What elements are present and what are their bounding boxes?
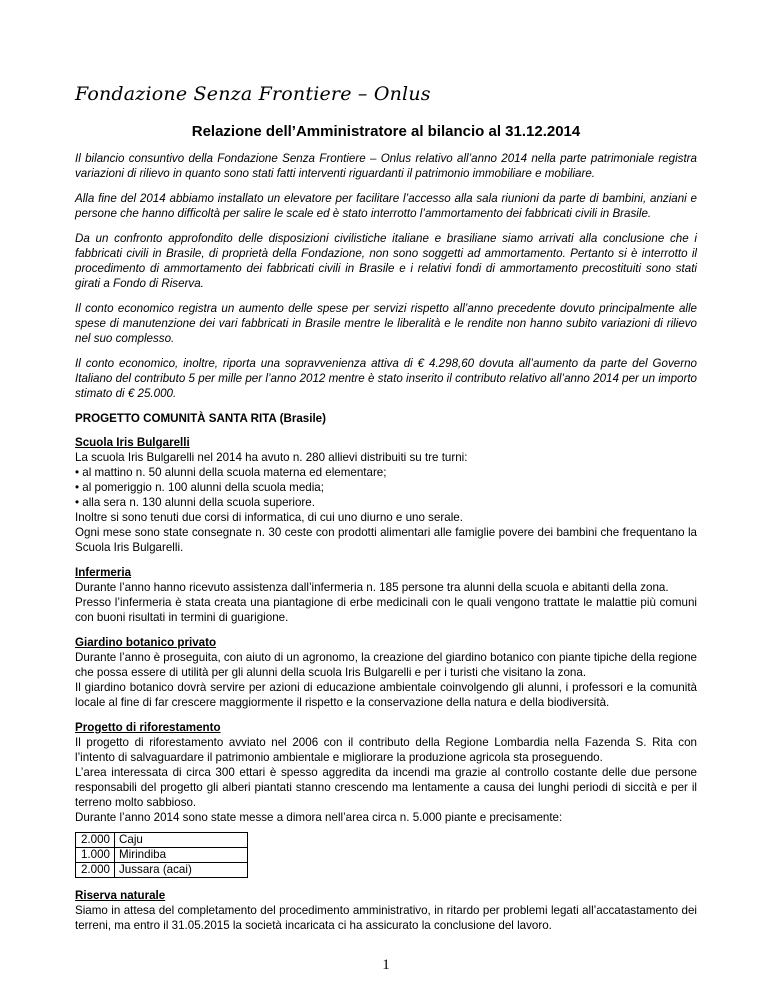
plant-name: Caju (115, 833, 248, 848)
reforestation-heading: Progetto di riforestamento (75, 721, 221, 734)
infirmary-heading: Infermeria (75, 566, 132, 579)
table-row (76, 863, 248, 878)
project-title: PROGETTO COMUNITÀ SANTA RITA (Brasile) (75, 412, 326, 425)
organization-name: Fondazione Senza Frontiere – Onlus (75, 83, 431, 105)
plant-quantity: 2.000 (76, 863, 115, 878)
reserve-section (75, 888, 697, 933)
intro-paragraph-4: Il conto economico registra un aumento delle spese per servizi rispetto all’anno precedente dovuto principalmente alle spese di manutenzione dei vari fabbricati in Brasile mentre le liberalità e le rendite non hanno subito variazioni di rilievo nel suo complesso. (75, 302, 697, 345)
plants-table (75, 832, 248, 878)
garden-paragraph-2: Il giardino botanico dovrà servire per azioni di educazione ambientale coinvolgendo gli alunni, i professori e la comunità locale al fine di far crescere maggiormente il rispetto e la conservazione della natura e della biodiversità. (75, 681, 697, 709)
intro-paragraph-2: Alla fine del 2014 abbiamo installato un elevatore per facilitare l’accesso alla sala riunioni da parte di bambini, anziani e persone che hanno difficoltà per salire le scale ed è stato interrotto l’ammortamento dei fabbricati civili in Brasile. (75, 192, 697, 220)
intro-paragraph-1: Il bilancio consuntivo della Fondazione Senza Frontiere – Onlus relativo all’anno 2014 nella parte patrimoniale registra variazioni di rilievo in quanto sono stati fatti interventi riguardanti il patrimonio immobiliare e mobiliare. (75, 152, 697, 180)
school-line: • al mattino n. 50 alunni della scuola materna ed elementare; (75, 466, 387, 479)
document-body (75, 151, 697, 943)
garden-heading: Giardino botanico privato (75, 636, 217, 649)
reforestation-paragraph-3: Durante l’anno 2014 sono state messe a dimora nell’area circa n. 5.000 piante e precisamente: (75, 811, 563, 824)
school-closing: Ogni mese sono state consegnate n. 30 ceste con prodotti alimentari alle famiglie povere dei bambini che frequentano la Scuola Iris Bulgarelli. (75, 526, 697, 554)
reforestation-section (75, 720, 697, 878)
plant-quantity: 1.000 (76, 848, 115, 863)
school-heading: Scuola Iris Bulgarelli (75, 436, 190, 449)
school-section (75, 435, 697, 555)
table-row (76, 833, 248, 848)
reforestation-paragraph-2: L’area interessata di circa 300 ettari è spesso aggredita da incendi ma grazie al controllo costante delle due persone responsabili del progetto gli alberi piantati stanno crescendo ma lentamente a causa dei lunghi periodi di siccità e per il terreno molto sabbioso. (75, 766, 697, 809)
garden-paragraph-1: Durante l’anno è proseguita, con aiuto di un agronomo, la creazione del giardino botanico con piante tipiche della regione che possa essere di utilità per gli alunni della scuola Iris Bulgarelli e per i turisti che visitano la zona. (75, 651, 697, 679)
intro-paragraph-3: Da un confronto approfondito delle disposizioni civilistiche italiane e brasiliane siamo arrivati alla conclusione che i fabbricati civili in Brasile, di proprietà della Fondazione, non sono soggetti ad ammortamento. Pertanto si è interrotto il procedimento di ammortamento dei fabbricati civili in Brasile e i relativi fondi di ammortamento precostituiti sono stati girati a Fondo di Riserva. (75, 232, 697, 290)
plant-quantity: 2.000 (76, 833, 115, 848)
infirmary-section (75, 565, 697, 625)
reserve-heading: Riserva naturale (75, 889, 166, 902)
infirmary-paragraph-1: Durante l’anno hanno ricevuto assistenza dall’infermeria n. 185 persone tra alunni della scuola e abitanti della zona. (75, 581, 669, 594)
plant-name: Jussara (acai) (115, 863, 248, 878)
school-line: Inoltre si sono tenuti due corsi di informatica, di cui uno diurno e uno serale. (75, 511, 463, 524)
intro-paragraph-5: Il conto economico, inoltre, riporta una sopravvenienza attiva di € 4.298,60 dovuta all’aumento da parte del Governo Italiano del contributo 5 per mille per l’anno 2012 mentre è stato inserito il contributo relativo all’anno 2014 per un importo stimato di € 25.000. (75, 357, 697, 400)
school-line: • alla sera n. 130 alunni della scuola superiore. (75, 496, 315, 509)
table-row (76, 848, 248, 863)
garden-section (75, 635, 697, 710)
document-title: Relazione dell’Amministratore al bilancio al 31.12.2014 (191, 123, 581, 140)
infirmary-paragraph-2: Presso l’infermeria è stata creata una piantagione di erbe medicinali con le quali vengono trattate le malattie più comuni con buoni risultati in termini di guarigione. (75, 596, 697, 624)
page-number: 1 (382, 957, 390, 973)
reserve-paragraph-1: Siamo in attesa del completamento del procedimento amministrativo, in ritardo per problemi legati all’accatastamento dei terreni, ma entro il 31.05.2015 la società incaricata ci ha assicurato la conclusione del lavoro. (75, 904, 697, 932)
reforestation-paragraph-1: Il progetto di riforestamento avviato nel 2006 con il contributo della Regione Lombardia nella Fazenda S. Rita con l’intento di salvaguardare il patrimonio ambientale e migliorare la produzione agricola sta proseguendo. (75, 736, 697, 764)
plant-name: Mirindiba (115, 848, 248, 863)
school-line: • al pomeriggio n. 100 alunni della scuola media; (75, 481, 324, 494)
school-line: La scuola Iris Bulgarelli nel 2014 ha avuto n. 280 allievi distribuiti su tre turni: (75, 451, 468, 464)
